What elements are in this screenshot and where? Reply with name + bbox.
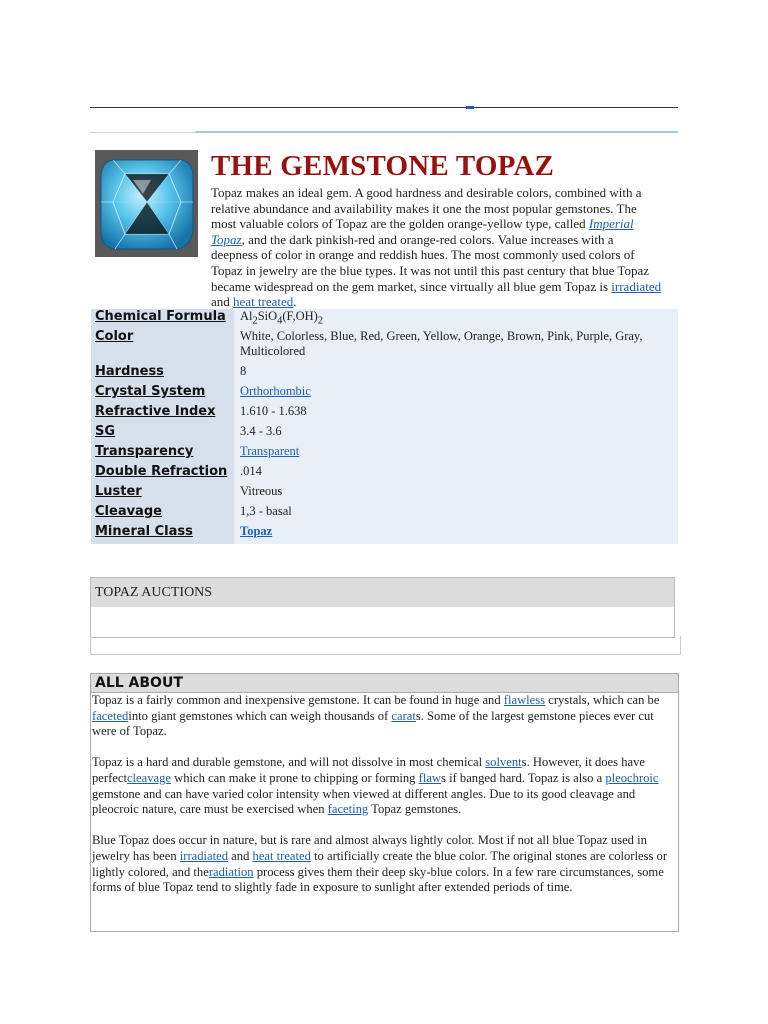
about-text: Topaz is a hard and durable gemstone, and will not dissolve in most chemical xyxy=(92,755,486,770)
about-text: s if banged hard. Topaz is also a xyxy=(441,770,606,785)
carat-link[interactable]: carat xyxy=(391,708,416,723)
flaw-link[interactable]: flaw xyxy=(418,770,442,785)
about-text: s. Some of the largest gemstone pieces ever cut were of Topaz. xyxy=(92,708,654,739)
property-row-refractive-index xyxy=(91,404,678,424)
faceted-link[interactable]: faceted xyxy=(92,708,129,723)
intro-text: Topaz makes an ideal gem. A good hardness and desirable colors, combined with a relative abundance and availability makes it one the most popular gemstones. The most valuable colors of Topaz are the golden orange-yellow type, called xyxy=(211,185,642,232)
faceting-link[interactable]: faceting xyxy=(327,802,369,817)
about-text: and xyxy=(228,848,253,863)
property-value-transparency xyxy=(234,444,678,464)
intro-text: . xyxy=(293,294,297,310)
orthorhombic-link[interactable]: Orthorhombic xyxy=(240,384,311,398)
formula-subscript: 4 xyxy=(277,315,283,327)
about-text: s. However, it does have perfect xyxy=(92,755,645,785)
property-row-luster xyxy=(91,484,678,504)
topaz-class-link[interactable]: Topaz xyxy=(240,524,273,538)
heat-treated-link[interactable]: heat treated xyxy=(233,294,294,310)
property-label: Cleavage xyxy=(91,504,234,524)
properties-table xyxy=(91,309,678,544)
about-text: crystals, which can be xyxy=(545,693,660,707)
intro-paragraph xyxy=(211,185,663,310)
property-label: SG xyxy=(91,424,234,444)
property-row-mineral-class xyxy=(91,524,678,544)
formula-part: Al xyxy=(240,309,253,323)
property-value-hardness: 8 xyxy=(234,364,678,384)
formula-subscript: 2 xyxy=(252,315,258,327)
property-row-hardness xyxy=(91,364,678,384)
cleavage-link[interactable]: cleavage xyxy=(126,770,171,785)
second-divider-accent xyxy=(195,131,678,133)
page-title: THE GEMSTONE TOPAZ xyxy=(211,150,555,182)
property-row-cleavage xyxy=(91,504,678,524)
property-value-color: White, Colorless, Blue, Red, Green, Yellow, Orange, Brown, Pink, Purple, Gray, Multicolored xyxy=(234,329,678,364)
property-label: Hardness xyxy=(91,364,234,384)
about-paragraph-1 xyxy=(91,693,678,740)
intro-text: , and the dark pinkish-red and orange-red colors. Value increases with a deepness of color in orange and reddish hues. The most commonly used colors of Topaz in jewelry are the blue types. It was not until this past century that blue Topaz became widespread on the gem market, since virtually all blue gem Topaz is xyxy=(211,231,650,294)
all-about-heading: ALL ABOUT xyxy=(91,674,678,693)
property-value-double-refraction: .014 xyxy=(234,464,678,484)
all-about-section xyxy=(90,673,679,932)
about-paragraph-3 xyxy=(91,833,678,895)
topaz-auctions-box xyxy=(90,577,675,638)
property-label: Chemical Formula xyxy=(91,309,234,329)
property-label: Double Refraction xyxy=(91,464,234,484)
about-paragraph-2 xyxy=(91,755,678,817)
about-text: into giant gemstones which can weigh thousands of xyxy=(128,708,392,723)
solvent-link[interactable]: solvent xyxy=(485,755,522,770)
radiation-link[interactable]: radiation xyxy=(208,864,254,879)
property-value-cleavage: 1,3 - basal xyxy=(234,504,678,524)
property-label: Luster xyxy=(91,484,234,504)
top-divider xyxy=(90,107,678,108)
about-text: which can make it prone to chipping or forming xyxy=(171,770,419,785)
property-label: Refractive Index xyxy=(91,404,234,424)
property-value-luster: Vitreous xyxy=(234,484,678,504)
flawless-link[interactable]: flawless xyxy=(503,693,546,707)
irradiated-link[interactable]: irradiated xyxy=(179,848,229,863)
formula-subscript: 2 xyxy=(317,315,324,327)
property-label: Color xyxy=(91,329,234,364)
property-label: Transparency xyxy=(91,444,234,464)
about-text: Blue Topaz does occur in nature, but is rare and almost always lightly color. Most if not all blue Topaz used in jewelry has been xyxy=(92,833,647,863)
property-label: Crystal System xyxy=(91,384,234,404)
property-row-chemical-formula xyxy=(91,309,678,329)
property-value-crystal-system xyxy=(234,384,678,404)
property-row-transparency xyxy=(91,444,678,464)
divider-marker xyxy=(466,106,474,109)
about-text: process gives them their deep sky-blue colors. In a few rare circumstances, some forms of blue Topaz tend to slightly fade in exposure to sunlight after extended periods of time. xyxy=(92,864,664,895)
topaz-gem-illustration xyxy=(95,150,198,257)
property-value-mineral-class xyxy=(234,524,678,544)
property-row-sg xyxy=(91,424,678,444)
about-text: Topaz gemstones. xyxy=(368,802,462,817)
formula-part: (F,OH) xyxy=(282,309,318,323)
about-text: gemstone and can have varied color intensity when viewed at different angles. Due to its good cleavage and pleocroic nature, care must be exercised when xyxy=(92,786,636,817)
property-row-double-refraction xyxy=(91,464,678,484)
property-row-color xyxy=(91,329,678,364)
about-text: Topaz is a fairly common and inexpensive gemstone. It can be found in huge and xyxy=(92,693,504,707)
property-row-crystal-system xyxy=(91,384,678,404)
auctions-heading: TOPAZ AUCTIONS xyxy=(91,578,674,607)
heat-treated-link[interactable]: heat treated xyxy=(252,848,311,863)
auctions-box-footer xyxy=(90,636,681,655)
formula-part: SiO xyxy=(257,309,278,323)
property-value-refractive-index: 1.610 - 1.638 xyxy=(234,404,678,424)
about-text: to artificially create the blue color. The original stones are colorless or lightly colored, and the xyxy=(92,848,668,879)
property-value-sg: 3.4 - 3.6 xyxy=(234,424,678,444)
transparent-link[interactable]: Transparent xyxy=(240,444,300,458)
topaz-gem-image xyxy=(95,150,198,257)
imperial-topaz-link[interactable]: Imperial Topaz xyxy=(211,216,634,247)
property-label: Mineral Class xyxy=(91,524,234,544)
irradiated-link[interactable]: irradiated xyxy=(611,278,662,294)
pleochroic-link[interactable]: pleochroic xyxy=(605,770,659,785)
property-value-chemical-formula xyxy=(234,309,678,329)
intro-text: and xyxy=(211,294,234,310)
